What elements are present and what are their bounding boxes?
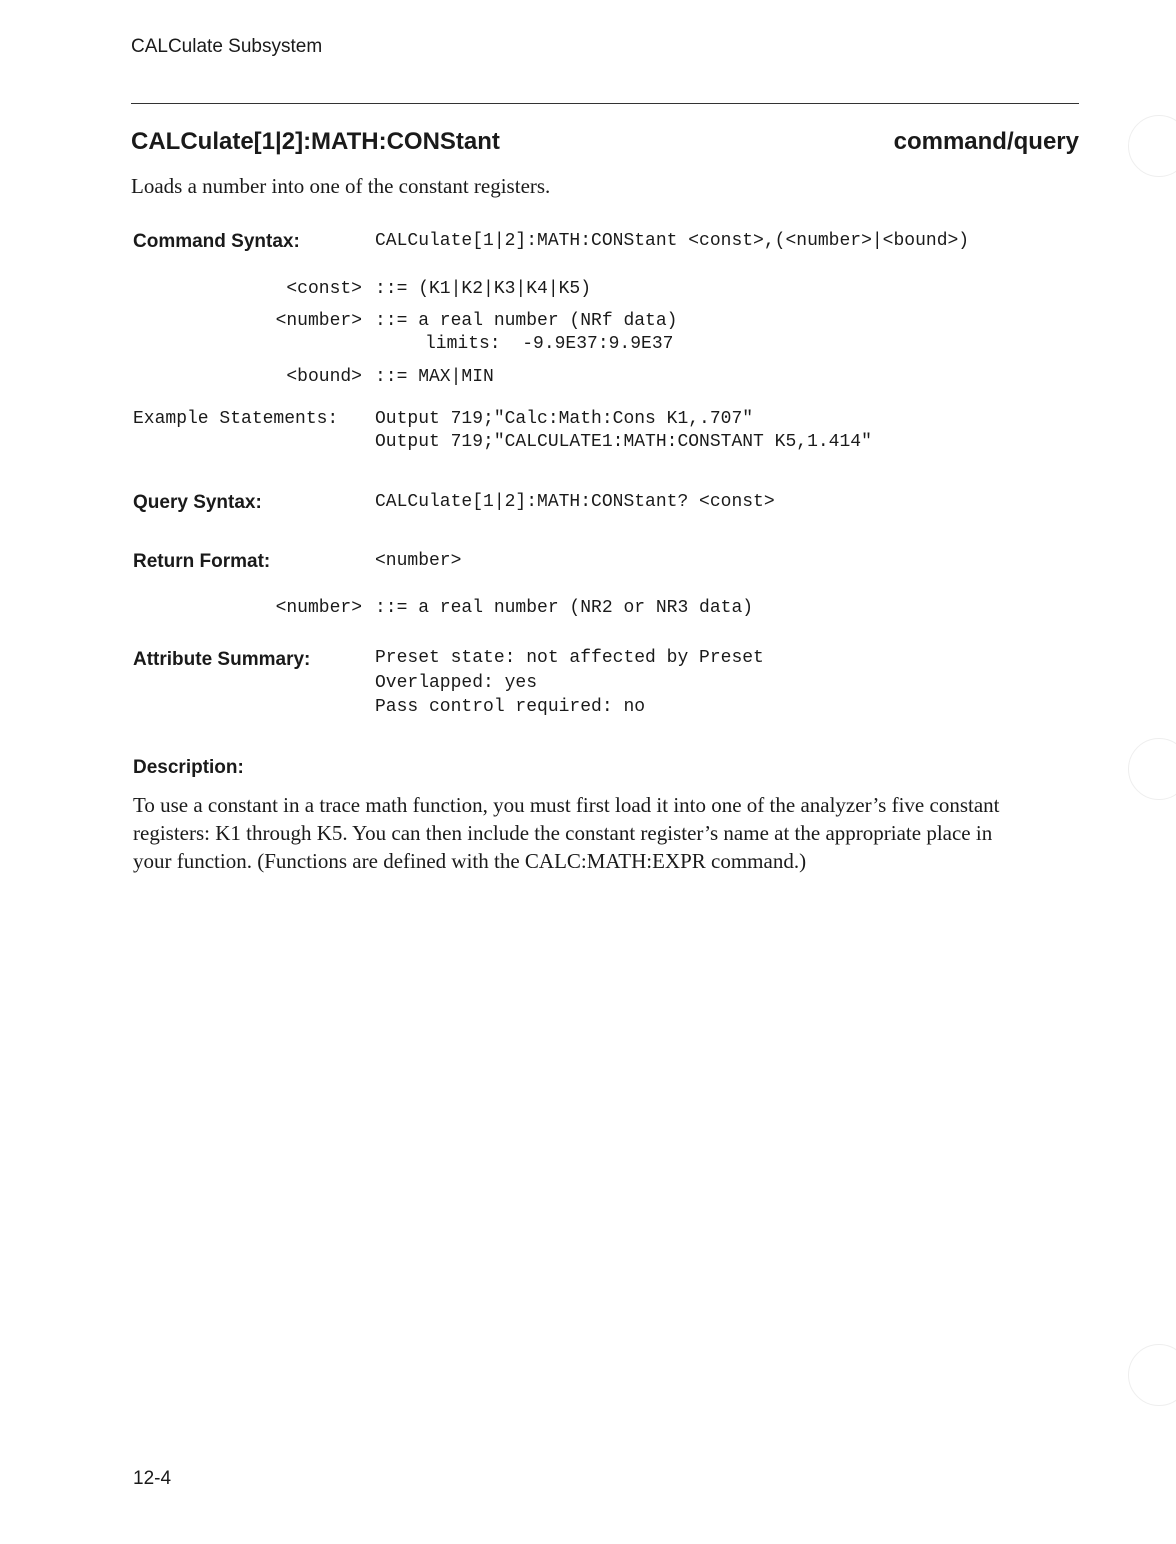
param-name-number: <number>: [275, 311, 362, 331]
example-statements-label: Example Statements:: [133, 409, 339, 429]
attribute-summary-label: Attribute Summary:: [133, 649, 311, 670]
param-name-bound: <bound>: [286, 367, 362, 387]
attribute-line: Pass control required: no: [375, 697, 646, 717]
binder-hole-mark: [1128, 115, 1176, 177]
param-name-const: <const>: [286, 279, 362, 299]
return-format-label: Return Format:: [133, 551, 271, 572]
return-format-value: <number>: [375, 551, 462, 571]
attribute-line: Overlapped: yes: [375, 673, 538, 693]
example-line: Output 719;"CALCULATE1:MATH:CONSTANT K5,1.414": [375, 432, 872, 452]
example-line: Output 719;"Calc:Math:Cons K1,.707": [375, 409, 754, 429]
param-limits-number: limits: -9.9E37:9.9E37: [425, 334, 674, 354]
return-param-name: <number>: [275, 598, 362, 618]
attribute-line: Preset state: not affected by Preset: [375, 648, 764, 668]
command-type: command/query: [893, 128, 1079, 155]
param-definition-const: ::= (K1|K2|K3|K4|K5): [375, 279, 592, 299]
param-definition-number: ::= a real number (NRf data): [375, 311, 678, 331]
running-header: CALCulate Subsystem: [131, 36, 323, 57]
binder-hole-mark: [1128, 1344, 1176, 1406]
query-syntax-label: Query Syntax:: [133, 492, 262, 513]
query-syntax: CALCulate[1|2]:MATH:CONStant? <const>: [375, 492, 775, 512]
command-syntax-label: Command Syntax:: [133, 231, 300, 252]
command-syntax: CALCulate[1|2]:MATH:CONStant <const>,(<number>|<bound>): [375, 231, 970, 251]
description-text: To use a constant in a trace math function, you must first load it into one of the analyzer’s five constant registers: K1 through K5. You can then include the constant register’s name at the appropriate place in your function. (Functions are defined with the CALC:MATH:EXPR command.): [133, 793, 1000, 873]
param-definition-bound: ::= MAX|MIN: [375, 367, 494, 387]
header-rule: [131, 103, 1079, 104]
description-label: Description:: [133, 757, 244, 778]
binder-hole-mark: [1128, 738, 1176, 800]
command-summary: Loads a number into one of the constant registers.: [131, 174, 551, 198]
page-number: 12-4: [133, 1468, 172, 1489]
return-param-definition: ::= a real number (NR2 or NR3 data): [375, 598, 754, 618]
command-title: CALCulate[1|2]:MATH:CONStant: [131, 128, 500, 155]
